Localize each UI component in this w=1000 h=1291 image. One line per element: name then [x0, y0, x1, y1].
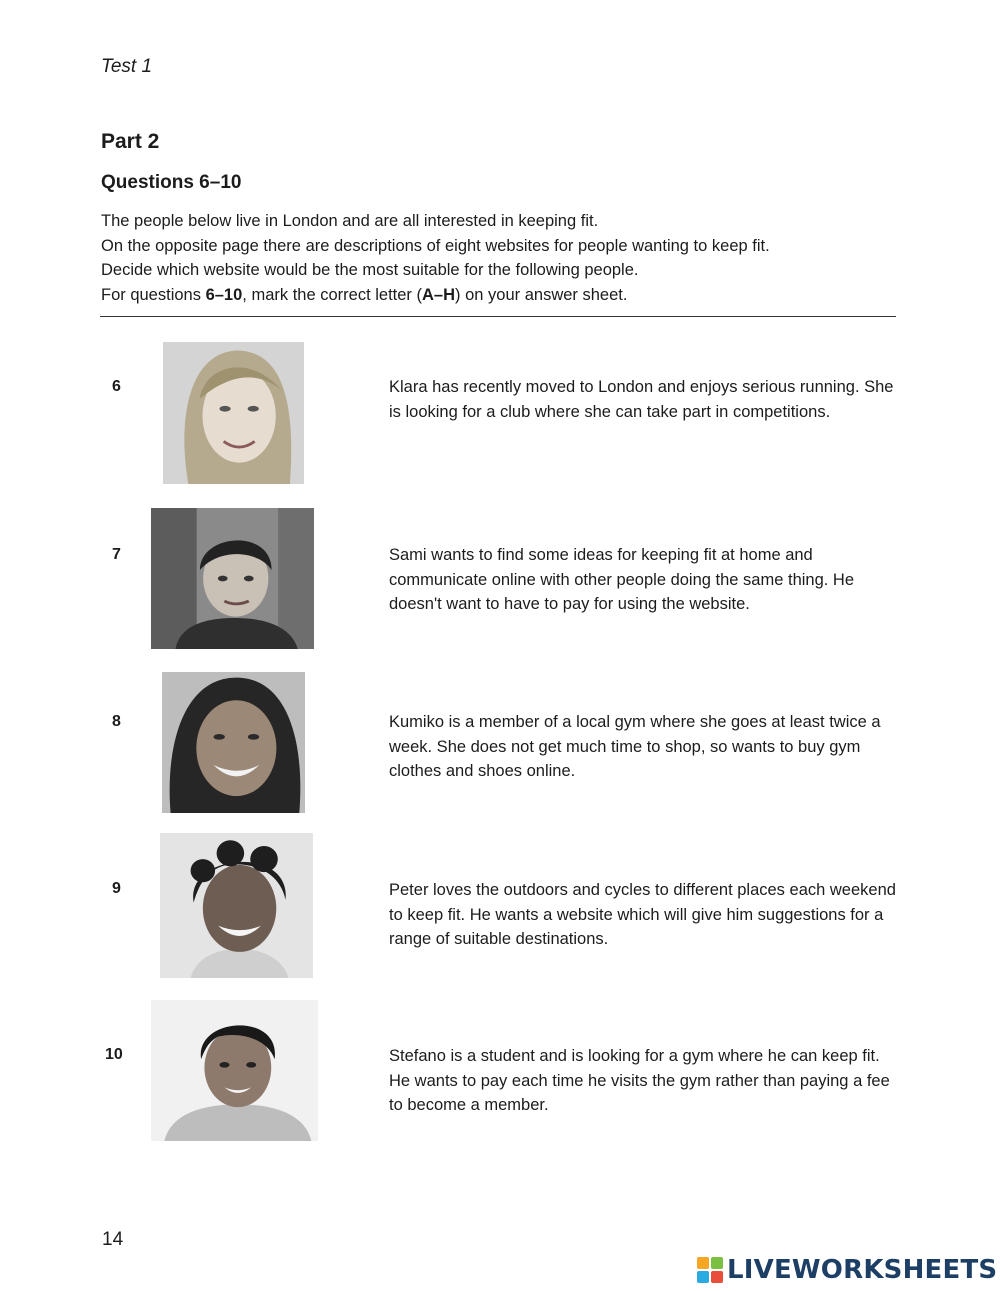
person-photo-6: [163, 342, 304, 484]
question-range: 6–10: [205, 285, 243, 304]
questions-title: Questions 6–10: [101, 172, 242, 193]
logo-icon: [697, 1257, 723, 1283]
logo-square: [711, 1271, 723, 1283]
instruction-text: For questions: [101, 285, 206, 304]
instruction-line: On the opposite page there are descriptions of eight websites for people wanting to keep fit.: [101, 236, 770, 255]
part-title: Part 2: [101, 130, 160, 153]
letter-range: A–H: [422, 285, 456, 304]
person-photo-8: [162, 672, 305, 813]
instruction-line: Decide which website would be the most suitable for the following people.: [101, 261, 639, 279]
question-number: 6: [112, 378, 121, 395]
person-description: Kumiko is a member of a local gym where she goes at least twice a week. She does not get much time to shop, so wants to buy gym clothes and shoes online.: [389, 713, 881, 780]
person-description: Peter loves the outdoors and cycles to different places each weekend to keep fit. He wants a website which will give him suggestions for a range of suitable destinations.: [389, 881, 896, 948]
logo-text: LIVEWORKSHEETS: [727, 1255, 998, 1285]
question-number: 8: [112, 713, 121, 730]
person-description: Stefano is a student and is looking for a gym where he can keep fit. He wants to pay each time he visits the gym rather than paying a fee to become a member.: [389, 1047, 890, 1114]
logo-square: [697, 1271, 709, 1283]
instruction-line: [101, 283, 901, 308]
person-photo-7: [151, 508, 314, 649]
liveworksheets-logo: [697, 1254, 997, 1286]
logo-square: [697, 1257, 709, 1269]
instruction-line: The people below live in London and are all interested in keeping fit.: [101, 212, 599, 230]
person-photo-10: [151, 1000, 318, 1141]
question-number: 10: [105, 1046, 123, 1063]
page-number: 14: [102, 1229, 124, 1250]
question-number: 7: [112, 546, 121, 563]
logo-square: [711, 1257, 723, 1269]
instruction-text: , mark the correct letter (: [242, 285, 422, 304]
instruction-text: ) on your answer sheet.: [455, 285, 628, 304]
divider: [100, 316, 896, 317]
person-description: Klara has recently moved to London and enjoys serious running. She is looking for a club where she can take part in competitions.: [389, 378, 894, 421]
instructions: [101, 209, 901, 307]
person-description: Sami wants to find some ideas for keeping fit at home and communicate online with other people doing the same thing. He doesn't want to have to pay for using the website.: [389, 546, 855, 613]
person-photo-9: [160, 833, 313, 978]
test-label: Test 1: [101, 56, 153, 77]
question-number: 9: [112, 880, 121, 897]
